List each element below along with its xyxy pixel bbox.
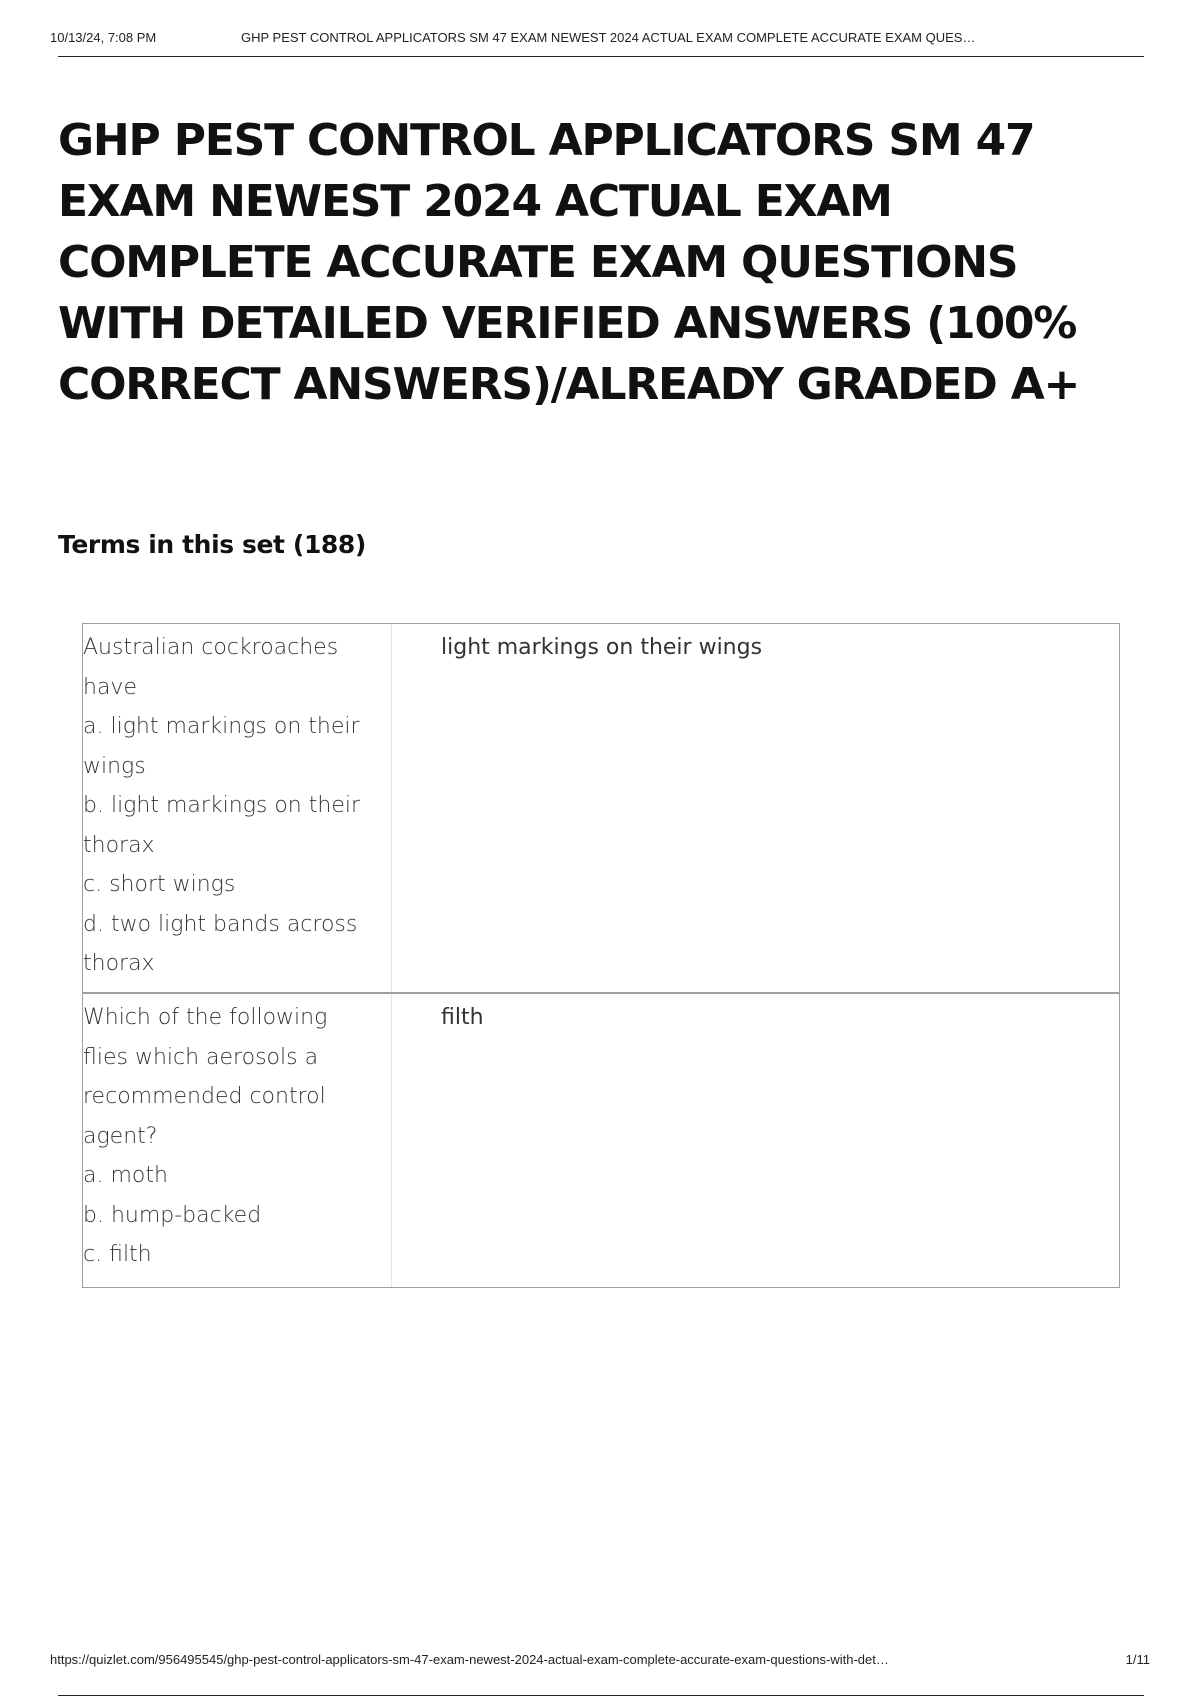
term-line: b. light markings on their	[83, 793, 361, 818]
term-line: Which of the following	[83, 1005, 328, 1030]
term-line: wings	[83, 753, 146, 779]
flashcard	[82, 623, 1120, 994]
term-line: Australian cockroaches	[83, 635, 339, 660]
term-line: thorax	[83, 832, 155, 858]
terms-heading: Terms in this set (188)	[58, 530, 366, 559]
term-line: a. moth	[83, 1163, 168, 1188]
page-title: GHP PEST CONTROL APPLICATORS SM 47 EXAM NEWEST 2024 ACTUAL EXAM COMPLETE ACCURATE EXAM QUESTIONS WITH DETAILED VERIFIED ANSWERS (100% CORRECT ANSWERS)/ALREADY GRADED A+	[58, 115, 1080, 410]
page-number: 1/11	[1125, 1652, 1150, 1667]
term-line: have	[83, 674, 137, 700]
term-line: c. filth	[83, 1242, 152, 1267]
term-line: flies which aerosols a	[83, 1044, 319, 1070]
flashcard-definition: filth	[441, 1005, 484, 1030]
print-footer-url: https://quizlet.com/956495545/ghp-pest-control-applicators-sm-47-exam-newest-2024-actual-exam-complete-accurate-exam-questions-with-det…	[50, 1652, 889, 1667]
term-line: a. light markings on their	[83, 714, 360, 739]
header-divider	[58, 56, 1144, 57]
flashcard-definition: light markings on their wings	[441, 635, 763, 660]
print-header-title: GHP PEST CONTROL APPLICATORS SM 47 EXAM NEWEST 2024 ACTUAL EXAM COMPLETE ACCURATE EXAM QUES…	[241, 30, 976, 45]
print-date: 10/13/24, 7:08 PM	[50, 30, 157, 45]
footer-divider	[58, 1695, 1144, 1696]
flashcard	[82, 992, 1120, 1288]
term-line: b. hump-backed	[83, 1202, 262, 1228]
flashcard-term	[83, 624, 392, 993]
term-line: thorax	[83, 951, 155, 976]
term-line: recommended control	[83, 1084, 326, 1109]
term-line: d. two light bands across	[83, 911, 358, 937]
term-line: agent?	[83, 1123, 158, 1149]
print-header	[50, 30, 1150, 50]
term-line: c. short wings	[83, 872, 236, 897]
flashcard-term	[83, 994, 392, 1287]
